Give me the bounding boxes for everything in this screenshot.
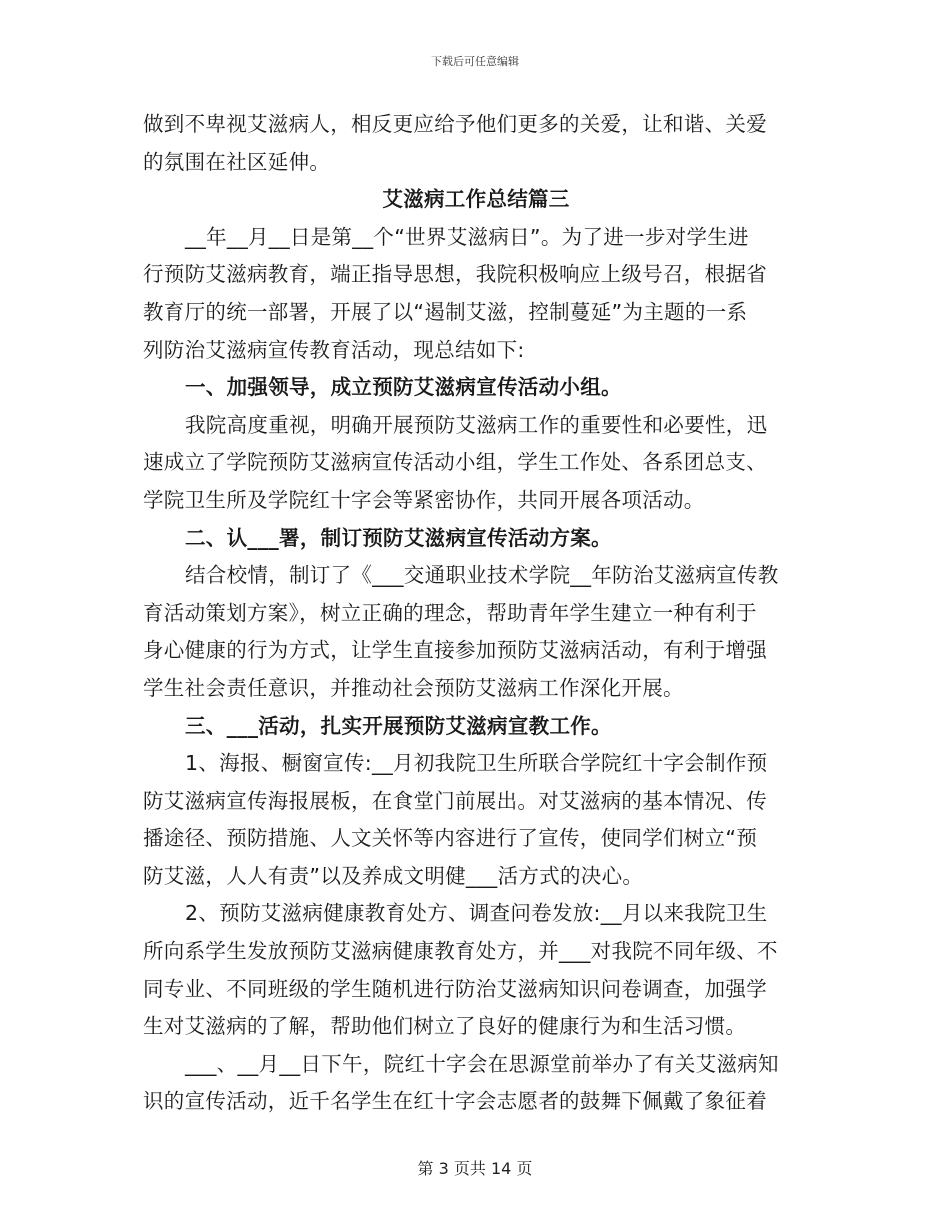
paragraph-line: 同专业、不同班级的学生随机进行防治艾滋病知识问卷调查，加强学 (143, 976, 767, 1001)
page-header: 下载后可任意编辑 (431, 55, 519, 68)
paragraph-line: 2、预防艾滋病健康教育处方、调查问卷发放:__月以来我院卫生 (185, 901, 768, 926)
paragraph-line: 育活动策划方案》，树立正确的理念，帮助青年学生建立一种有利于 (143, 600, 757, 625)
paragraph-line: 教育厅的统一部署，开展了以“遏制艾滋，控制蔓延”为主题的一系 (143, 299, 748, 324)
heading-3: 三、___活动，扎实开展预防艾滋病宣教工作。 (185, 713, 612, 738)
paragraph-line: 防艾滋病宣传海报展板，在食堂门前展出。对艾滋病的基本情况、传 (143, 788, 767, 813)
paragraph-line: 我院高度重视，明确开展预防艾滋病工作的重要性和必要性，迅 (185, 412, 768, 437)
paragraph-line: 做到不卑视艾滋病人，相反更应给予他们更多的关爱，让和谐、关爱 (143, 112, 767, 136)
paragraph-line: 行预防艾滋病教育，端正指导思想，我院积极响应上级号召，根据省 (143, 262, 767, 287)
heading-2: 二、认___署，制订预防艾滋病宣传活动方案。 (185, 525, 612, 550)
paragraph-line: 播途径、预防措施、人文关怀等内容进行了宣传，使同学们树立“预 (143, 826, 758, 851)
paragraph-line: 学生社会责任意识，并推动社会预防艾滋病工作深化开展。 (143, 675, 684, 700)
paragraph-line: 识的宣传活动，近千名学生在红十字会志愿者的鼓舞下佩戴了象征着 (143, 1089, 767, 1114)
heading-1: 一、加强领导，成立预防艾滋病宣传活动小组。 (185, 375, 622, 400)
paragraph-line: 结合校情，制订了《___交通职业技术学院__年防治艾滋病宣传教 (185, 563, 779, 588)
paragraph-line: 学院卫生所及学院红十字会等紧密协作，共同开展各项活动。 (143, 487, 705, 512)
section-title: 艾滋病工作总结篇三 (382, 187, 570, 212)
paragraph-line: 身心健康的行为方式，让学生直接参加预防艾滋病活动，有利于增强 (143, 638, 767, 663)
page-number: 第 3 页共 14 页 (417, 1159, 533, 1178)
document-body (143, 106, 809, 1121)
paragraph-line: 1、海报、橱窗宣传:__月初我院卫生所联合学院红十字会制作预 (185, 751, 768, 776)
paragraph-line: 生对艾滋病的了解，帮助他们树立了良好的健康行为和生活习惯。 (143, 1014, 747, 1039)
paragraph-line: __年__月__日是第__个“世界艾滋病日”。为了进一步对学生进 (185, 224, 749, 249)
paragraph-line: 列防治艾滋病宣传教育活动，现总结如下: (143, 337, 525, 362)
paragraph-line: ___、__月__日下午，院红十字会在思源堂前举办了有关艾滋病知 (185, 1051, 779, 1076)
paragraph-line: 防艾滋，人人有责”以及养成文明健___活方式的决心。 (143, 863, 644, 888)
paragraph-line: 的氛围在社区延伸。 (143, 149, 331, 174)
paragraph-line: 所向系学生发放预防艾滋病健康教育处方，并___对我院不同年级、不 (143, 939, 778, 964)
paragraph-line: 速成立了学院预防艾滋病宣传活动小组，学生工作处、各系团总支、 (143, 450, 767, 475)
